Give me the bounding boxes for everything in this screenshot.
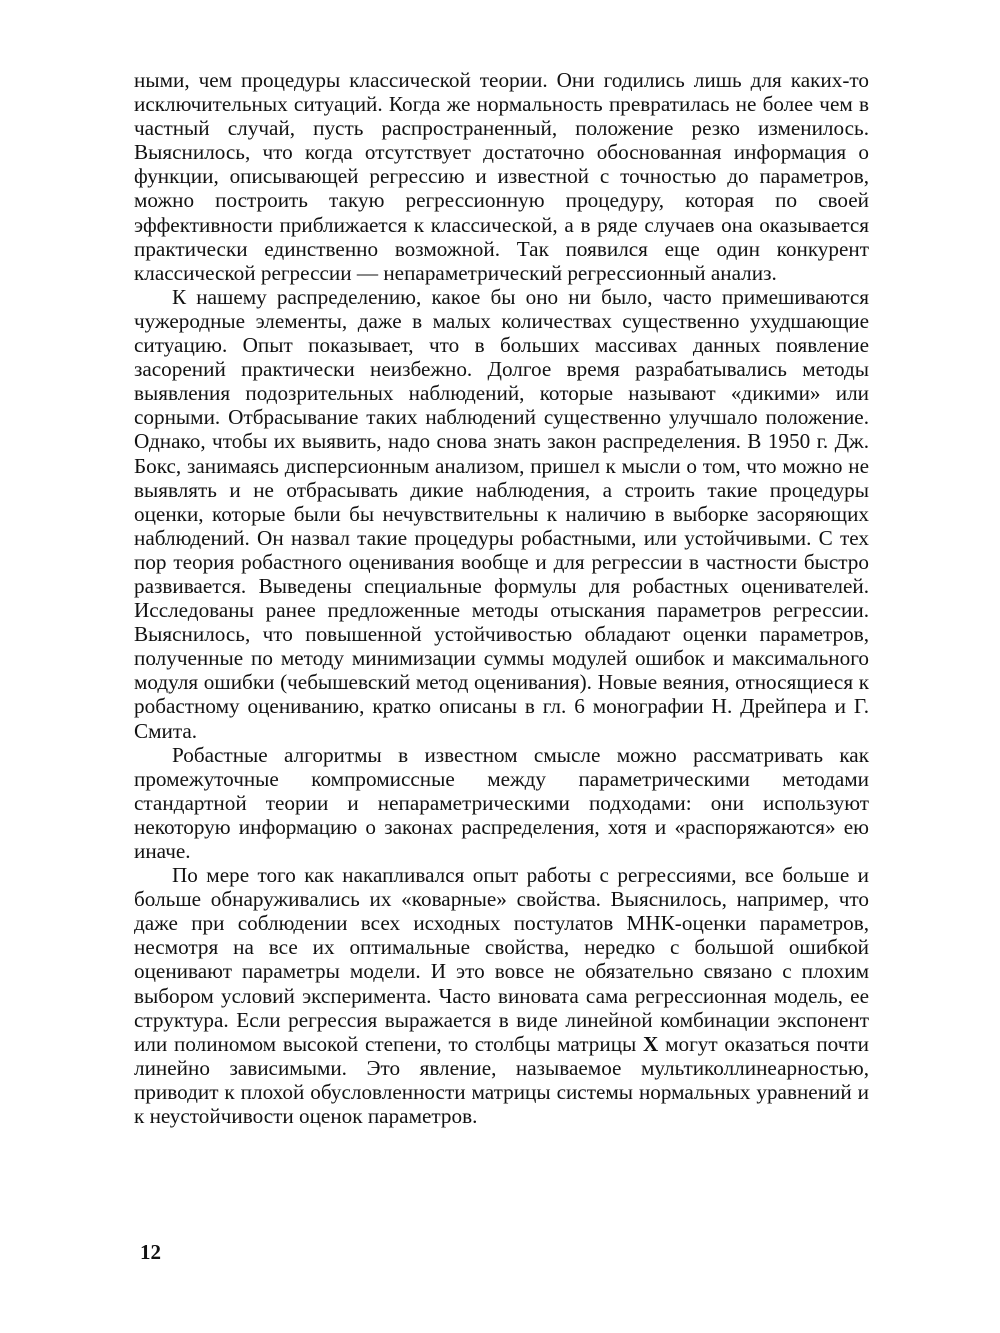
page-body	[134, 68, 869, 1128]
paragraph-robust-intro: К нашему распределению, какое бы оно ни было, часто примешиваются чужеродные элементы, даже в малых количествах существенно ухудшающие ситуацию. Опыт показывает, что в больших массивах данных появление засорений практически неизбежно. Долгое время разрабатывались методы выявления подозрительных наблюдений, которые называют «дикими» или сорными. Отбрасывание таких наблюдений существенно улучшало положение. Однако, чтобы их выявить, надо снова знать закон распределения. В 1950 г. Дж. Бокс, занимаясь дисперсионным анализом, пришел к мысли о том, что можно не выявлять и не отбрасывать дикие наблюдения, а строить такие процедуры оценки, которые были бы нечувствительны к наличию в выборке засоряющих наблюдений. Он назвал такие процедуры робастными, или устойчивыми. С тех пор теория робастного оценивания вообще и для регрессии в частности быстро развивается. Выведены специальные формулы для робастных оценивателей. Исследованы ранее предложенные методы отыскания параметров регрессии. Выяснилось, что повышенной устойчивостью обладают оценки параметров, полученные по методу минимизации суммы модулей ошибок и максимального модуля ошибки (чебышевский метод оценивания). Новые веяния, относящиеся к робастному оцениванию, кратко описаны в гл. 6 монографии Н. Дрейпера и Г. Смита.	[134, 284, 869, 743]
paragraph-robust-algorithms: Робастные алгоритмы в известном смысле можно рассматривать как промежуточные компромиссные между параметрическими методами стандартной теории и непараметрическими подходами: они используют некоторую информацию о законах распределения, хотя и «распоряжаются» ею иначе.	[134, 742, 869, 863]
page-number: 12	[140, 1240, 161, 1264]
matrix-symbol: X	[643, 1031, 659, 1056]
paragraph-multicollinearity-part1: По мере того как накапливался опыт работы с регрессиями, все больше и больше обнаруживались их «коварные» свойства. Выяснилось, например, что даже при соблюдении всех исходных постулатов МНК-оценки параметров, несмотря на все их оптимальные свойства, нередко с большой ошибкой оценивают параметры модели. И это вовсе не обязательно связано с плохим выбором условий эксперимента. Часто виновата сама регрессионная модель, ее структура. Если регрессия выражается в виде линейной комбинации экспонент или полиномом высокой степени, то столбцы матрицы	[134, 863, 869, 1056]
paragraph-multicollinearity	[134, 863, 869, 1128]
paragraph-multicollinearity-part2: могут оказаться почти линейно зависимыми. Это явление, называемое мультиколлинеарностью, приводит к плохой обусловленности матрицы системы нормальных уравнений и к неустойчивости оценок параметров.	[134, 1031, 869, 1129]
paragraph-continuation: ными, чем процедуры классической теории. Они годились лишь для каких-то исключительных ситуаций. Когда же нормальность превратилась не более чем в частный случай, пусть распространенный, положение резко изменилось. Выяснилось, что когда отсутствует достаточно обоснованная информация о функции, описывающей регрессию и известной с точностью до параметров, можно построить такую регрессионную процедуру, которая по своей эффективности приближается к классической, а в ряде случаев она оказывается практически единственно возможной. Так появился еще один конкурент классической регрессии — непараметрический регрессионный анализ.	[134, 68, 869, 285]
